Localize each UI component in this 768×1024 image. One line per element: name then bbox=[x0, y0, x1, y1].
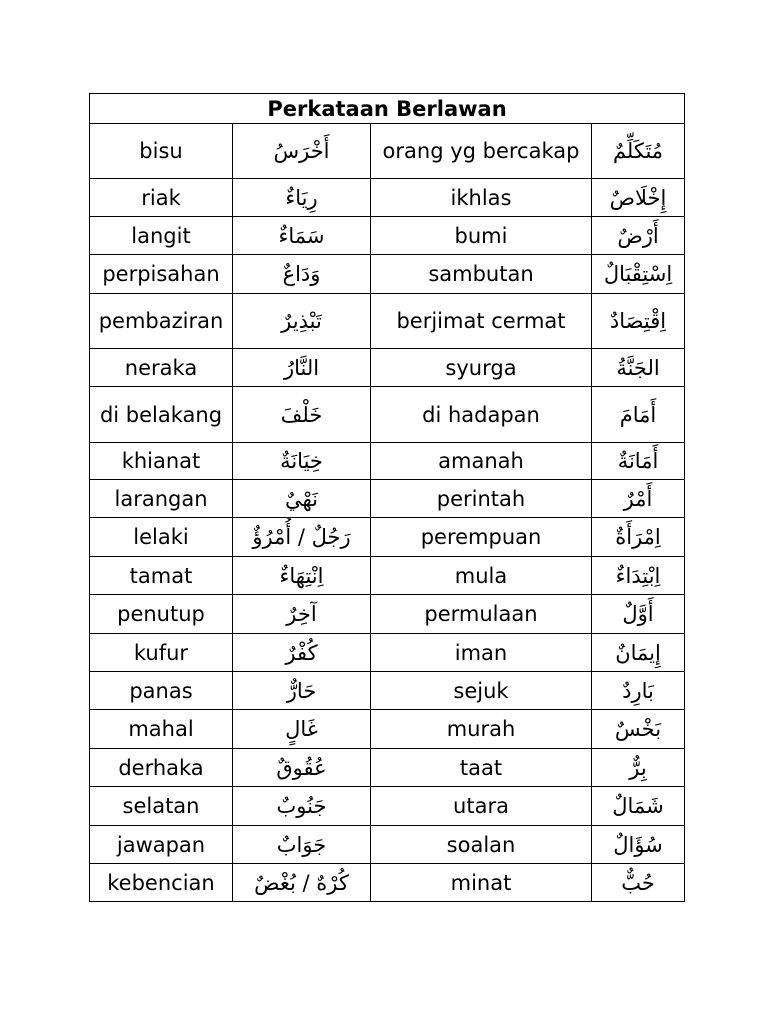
table-body bbox=[90, 124, 685, 902]
arabic-word: النَّارُ bbox=[233, 349, 371, 387]
arabic-word: خَلْفَ bbox=[233, 387, 371, 443]
malay-antonym: minat bbox=[371, 864, 592, 902]
arabic-antonym: إِخْلَاصٌ bbox=[592, 179, 685, 217]
malay-word: penutup bbox=[90, 595, 233, 634]
malay-word: lelaki bbox=[90, 518, 233, 557]
arabic-antonym: أَوَّلٌ bbox=[592, 595, 685, 634]
malay-word: riak bbox=[90, 179, 233, 217]
arabic-antonym: إِيمَانٌ bbox=[592, 634, 685, 672]
malay-antonym: murah bbox=[371, 710, 592, 749]
table-row bbox=[90, 826, 685, 864]
arabic-antonym: سُؤَالٌ bbox=[592, 826, 685, 864]
arabic-antonym: أَرْضٌ bbox=[592, 217, 685, 255]
arabic-word: خِيَانَةٌ bbox=[233, 443, 371, 480]
table-row bbox=[90, 349, 685, 387]
malay-word: larangan bbox=[90, 480, 233, 518]
table-row bbox=[90, 864, 685, 902]
malay-antonym: utara bbox=[371, 787, 592, 826]
arabic-antonym: بِرٌّ bbox=[592, 749, 685, 787]
malay-word: khianat bbox=[90, 443, 233, 480]
malay-word: kebencian bbox=[90, 864, 233, 902]
antonym-table bbox=[89, 93, 685, 902]
arabic-antonym: اِسْتِقْبَالٌ bbox=[592, 255, 685, 294]
malay-antonym: soalan bbox=[371, 826, 592, 864]
arabic-antonym: حُبٌّ bbox=[592, 864, 685, 902]
arabic-word: وَدَاعٌ bbox=[233, 255, 371, 294]
malay-word: pembaziran bbox=[90, 294, 233, 349]
arabic-antonym: أَمَانَةٌ bbox=[592, 443, 685, 480]
arabic-antonym: بَخْسٌ bbox=[592, 710, 685, 749]
arabic-word: سَمَاءٌ bbox=[233, 217, 371, 255]
malay-antonym: sambutan bbox=[371, 255, 592, 294]
arabic-antonym: الجَنَّةُ bbox=[592, 349, 685, 387]
arabic-antonym: أَمَامَ bbox=[592, 387, 685, 443]
arabic-antonym: أَمْرٌ bbox=[592, 480, 685, 518]
table-row bbox=[90, 124, 685, 179]
arabic-word: أَخْرَسُ bbox=[233, 124, 371, 179]
malay-word: selatan bbox=[90, 787, 233, 826]
arabic-word: آخِرٌ bbox=[233, 595, 371, 634]
table-row bbox=[90, 179, 685, 217]
malay-word: bisu bbox=[90, 124, 233, 179]
malay-word: perpisahan bbox=[90, 255, 233, 294]
malay-antonym: bumi bbox=[371, 217, 592, 255]
arabic-antonym: اِقْتِصَادٌ bbox=[592, 294, 685, 349]
malay-antonym: orang yg bercakap bbox=[371, 124, 592, 179]
arabic-antonym: شَمَالٌ bbox=[592, 787, 685, 826]
table-row bbox=[90, 217, 685, 255]
malay-word: kufur bbox=[90, 634, 233, 672]
arabic-word: حَارٌّ bbox=[233, 672, 371, 710]
table-row bbox=[90, 518, 685, 557]
arabic-antonym: اِبْتِدَاءٌ bbox=[592, 557, 685, 595]
malay-antonym: berjimat cermat bbox=[371, 294, 592, 349]
malay-word: tamat bbox=[90, 557, 233, 595]
table-row bbox=[90, 557, 685, 595]
malay-antonym: taat bbox=[371, 749, 592, 787]
malay-antonym: syurga bbox=[371, 349, 592, 387]
malay-word: panas bbox=[90, 672, 233, 710]
table-row bbox=[90, 255, 685, 294]
malay-word: jawapan bbox=[90, 826, 233, 864]
arabic-word: جَوَابٌ bbox=[233, 826, 371, 864]
table-row bbox=[90, 294, 685, 349]
arabic-word: غَالٍ bbox=[233, 710, 371, 749]
arabic-word: اِنْتِهَاءٌ bbox=[233, 557, 371, 595]
malay-antonym: iman bbox=[371, 634, 592, 672]
table-title: Perkataan Berlawan bbox=[90, 94, 685, 124]
arabic-word: رَجُلٌ / أُمْرُؤٌ bbox=[233, 518, 371, 557]
table-row bbox=[90, 749, 685, 787]
malay-antonym: di hadapan bbox=[371, 387, 592, 443]
arabic-word: كُرْهٌ / بُغْضٌ bbox=[233, 864, 371, 902]
malay-antonym: mula bbox=[371, 557, 592, 595]
table-row bbox=[90, 634, 685, 672]
malay-antonym: permulaan bbox=[371, 595, 592, 634]
table-row bbox=[90, 480, 685, 518]
arabic-word: كُفْرٌ bbox=[233, 634, 371, 672]
arabic-word: رِيَاءٌ bbox=[233, 179, 371, 217]
malay-antonym: perintah bbox=[371, 480, 592, 518]
malay-word: mahal bbox=[90, 710, 233, 749]
arabic-antonym: بَارِدٌ bbox=[592, 672, 685, 710]
table-row bbox=[90, 443, 685, 480]
table-row bbox=[90, 387, 685, 443]
arabic-word: نَهْيٌ bbox=[233, 480, 371, 518]
table-row bbox=[90, 710, 685, 749]
malay-word: derhaka bbox=[90, 749, 233, 787]
arabic-antonym: اِمْرَأَةٌ bbox=[592, 518, 685, 557]
arabic-word: تَبْذِيرٌ bbox=[233, 294, 371, 349]
malay-word: langit bbox=[90, 217, 233, 255]
malay-antonym: sejuk bbox=[371, 672, 592, 710]
arabic-word: عُقُوقٌ bbox=[233, 749, 371, 787]
malay-word: neraka bbox=[90, 349, 233, 387]
malay-antonym: amanah bbox=[371, 443, 592, 480]
malay-word: di belakang bbox=[90, 387, 233, 443]
title-row bbox=[90, 94, 685, 124]
table-row bbox=[90, 595, 685, 634]
malay-antonym: ikhlas bbox=[371, 179, 592, 217]
arabic-word: جَنُوبٌ bbox=[233, 787, 371, 826]
table-row bbox=[90, 672, 685, 710]
arabic-antonym: مُتَكَلِّمٌ bbox=[592, 124, 685, 179]
table-row bbox=[90, 787, 685, 826]
malay-antonym: perempuan bbox=[371, 518, 592, 557]
